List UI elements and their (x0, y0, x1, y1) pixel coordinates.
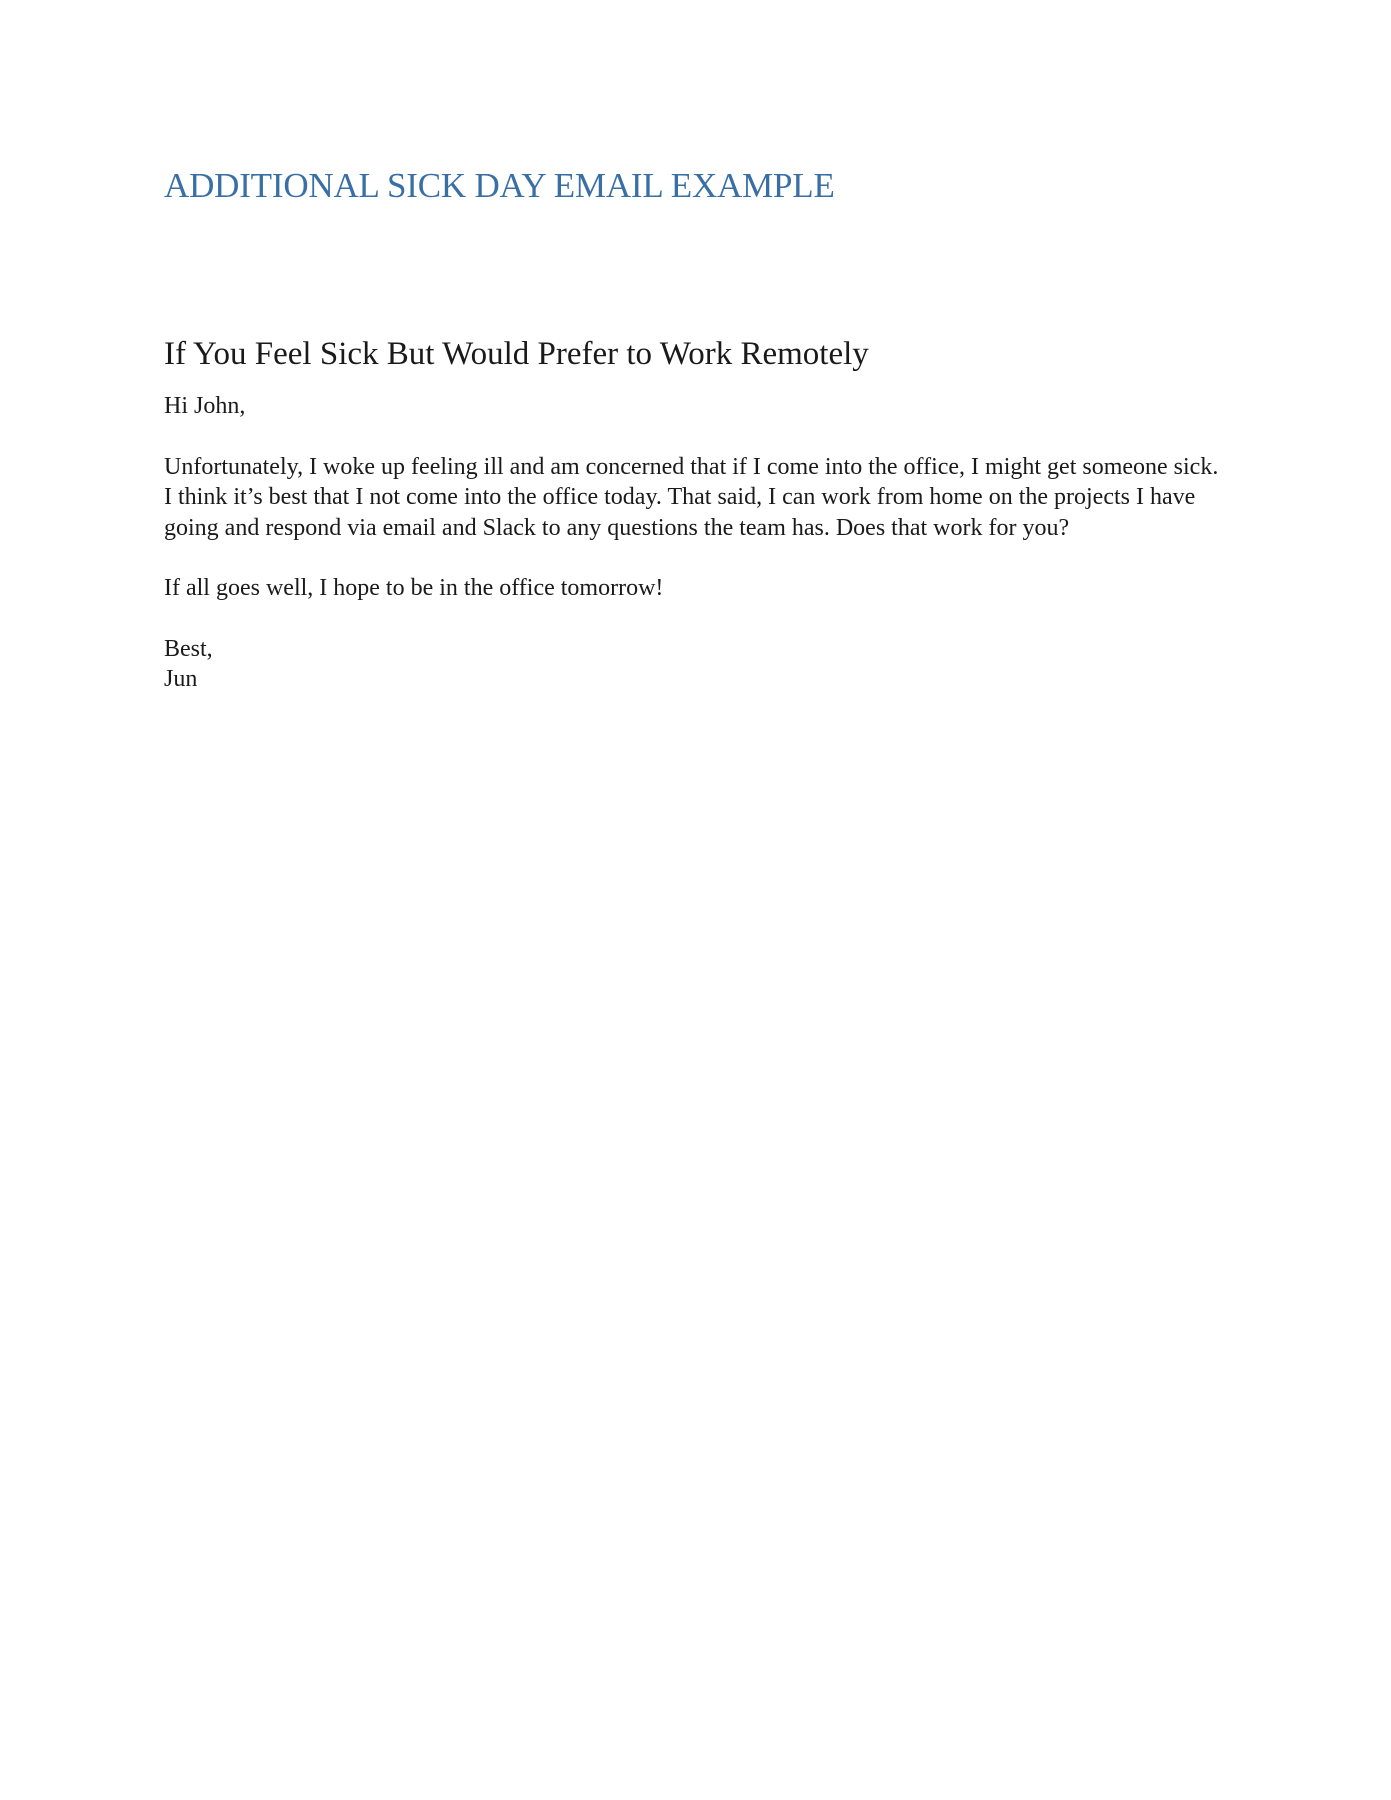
section-heading: If You Feel Sick But Would Prefer to Work Remotely (164, 336, 869, 372)
document-title: ADDITIONAL SICK DAY EMAIL EXAMPLE (164, 166, 835, 205)
email-paragraph-main: Unfortunately, I woke up feeling ill and am concerned that if I come into the office, I might get someone sick. I think it’s best that I not come into the office today. That said, I can work from home on the projects I have going and respond via email and Slack to any questions the team has. Does that work for you? (164, 453, 1219, 541)
email-signature-name: Jun (164, 666, 198, 692)
email-body (164, 391, 1244, 695)
email-paragraph-closing: If all goes well, I hope to be in the office tomorrow! (164, 575, 664, 601)
email-greeting: Hi John, (164, 393, 246, 419)
email-sign-off: Best, (164, 635, 213, 662)
